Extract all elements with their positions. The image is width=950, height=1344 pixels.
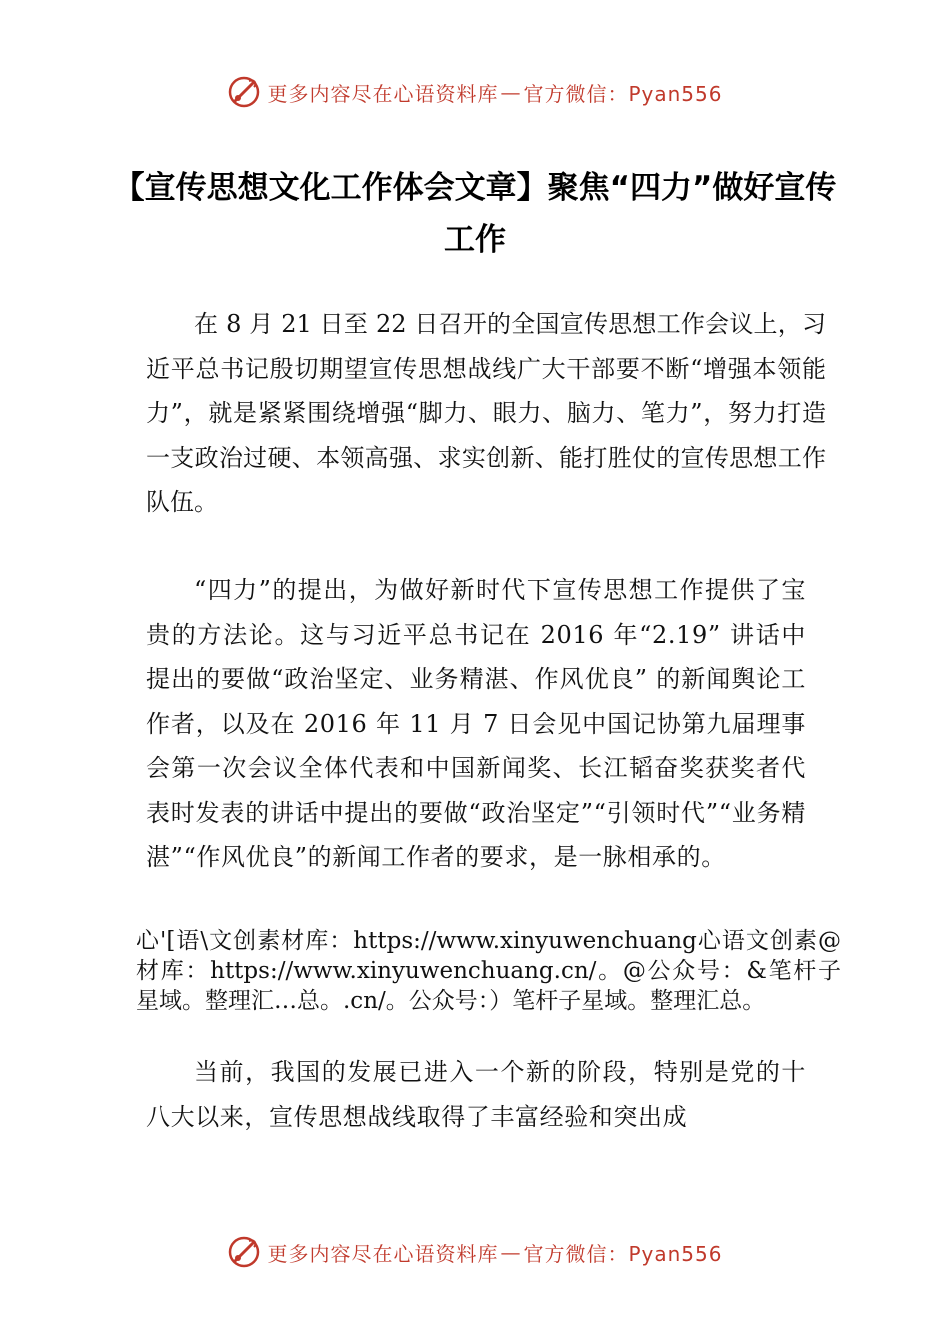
banner-site-text: 更多内容尽在心语资料库	[267, 1241, 499, 1266]
banner-separator: —	[500, 80, 522, 104]
document-title: 【宣传思想文化工作体会文章】聚焦“四力”做好宣传工作	[113, 170, 837, 258]
paragraph-2: “四力”的提出，为做好新时代下宣传思想工作提供了宝贵的方法论。这与习近平总书记在 2016 年“2.19” 讲话中提出的要做“政治坚定、业务精湛、作风优良” 的新闻舆论工作者，以及在 2016 年 11 月 7 日会见中国记协第九届理事会第一次会议全体代表和中国新闻奖、长江韬奋奖获奖者代表时发表的讲话中提出的要做“政治坚定”“引领时代”“业务精湛”“作风优良”的新闻工作者的要求，是一脉相承的。	[146, 576, 806, 871]
banner-wechat-text: 官方微信：Pyan556	[523, 1241, 723, 1266]
footer-watermark-banner	[0, 1232, 950, 1272]
banner-separator: —	[500, 1240, 522, 1264]
header-watermark-banner	[0, 72, 950, 112]
brush-logo-icon	[227, 1235, 261, 1269]
paragraph-watermark-text: 心'[语\文创素材库：https://www.xinyuwenchuang心语文创素@材库：https://www.xinyuwenchuang.cn/。@公众号：&笔杆子星域。整理汇…总。.cn/。公众号：）笔杆子星域。整理汇总。	[136, 928, 841, 1014]
brush-logo-icon	[227, 75, 261, 109]
banner-wechat-text: 官方微信：Pyan556	[523, 81, 723, 106]
paragraph-3: 当前，我国的发展已进入一个新的阶段，特别是党的十八大以来，宣传思想战线取得了丰富经验和突出成	[146, 1058, 806, 1131]
banner-site-text: 更多内容尽在心语资料库	[267, 81, 499, 106]
paragraph-1: 在 8 月 21 日至 22 日召开的全国宣传思想工作会议上，习近平总书记殷切期望宣传思想战线广大干部要不断“增强本领能力”，就是紧紧围绕增强“脚力、眼力、脑力、笔力”，努力打造一支政治过硬、本领高强、求实创新、能打胜仗的宣传思想工作队伍。	[146, 310, 826, 516]
